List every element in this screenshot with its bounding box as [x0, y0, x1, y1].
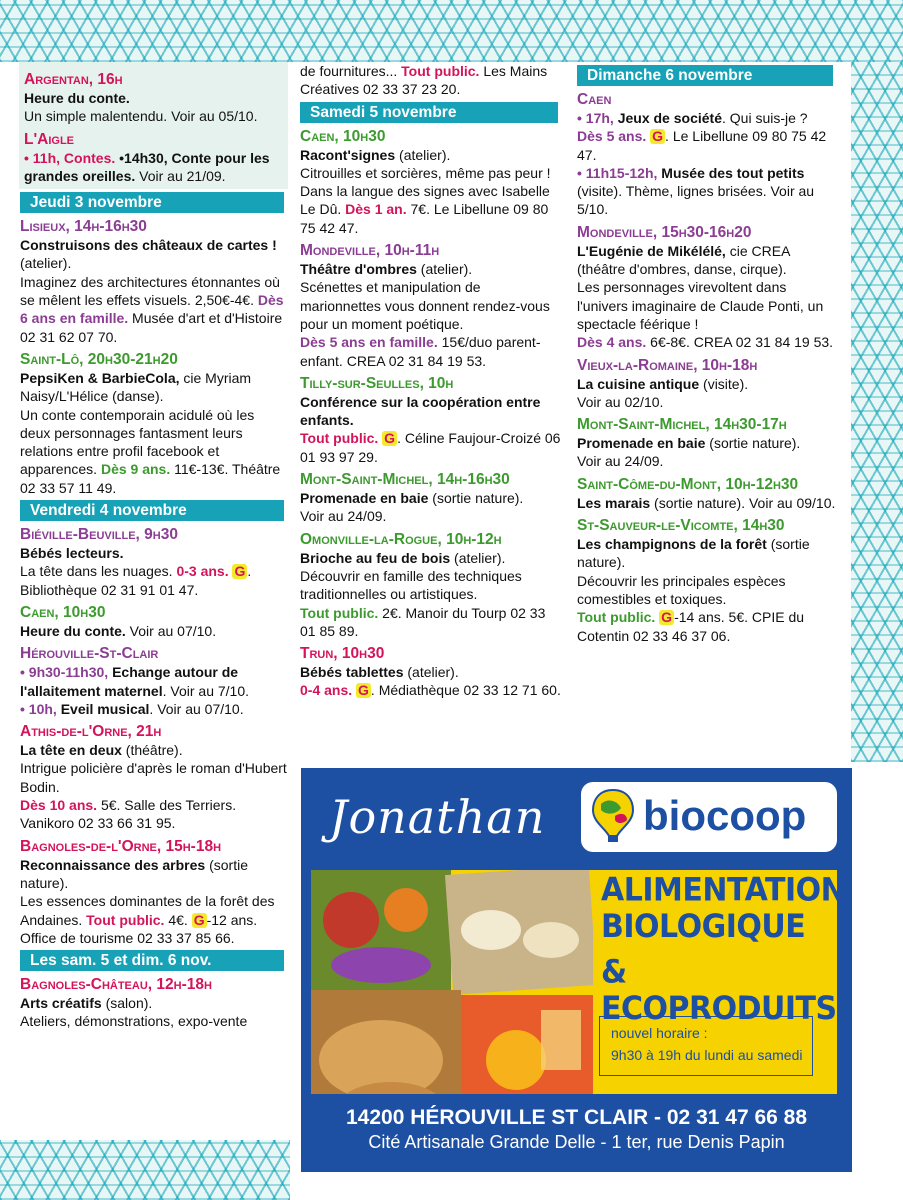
ad-hours: nouvel horaire : 9h30 à 19h du lundi au samedi — [611, 1025, 803, 1063]
event-place: Caen, 10h30 — [300, 127, 386, 145]
event-item: Arts créatifs (salon). — [20, 995, 153, 1012]
event-place: Hérouville-St-Clair — [20, 645, 159, 663]
event-item: Bébés tablettes (atelier). — [300, 664, 459, 681]
event-desc: Les personnages virevoltent dans l'univers imaginaire de Claude Ponti, un spectacle féérique ! — [577, 279, 824, 332]
event-item: La tête dans les nuages. 0-3 ans. G . Bibliothèque 02 31 91 01 47. — [20, 563, 252, 598]
event-item: Tout public. 2€. Manoir du Tourp 02 33 01 85 89. — [300, 604, 546, 639]
event-desc: Un simple malentendu. Voir au 05/10. — [24, 108, 258, 125]
family-badge: G — [358, 682, 369, 699]
day-header: Vendredi 4 novembre — [20, 500, 284, 521]
ad-brand-script: Jonathan — [329, 790, 546, 844]
event-place: Mondeville, 10h-11h — [300, 242, 440, 260]
event-place: Vieux-la-Romaine, 10h-18h — [577, 356, 758, 374]
event-item: Les essences dominantes de la forêt des Andaines. Tout public. 4€. G -12 ans. Office de tourisme 02 33 37 85 66. — [20, 893, 275, 946]
event-item: Citrouilles et sorcières, même pas peur ! Dans la langue des signes avec Isabelle Le Dû. Dès 1 an. 7€. Le Libellune 09 80 75 42 47. — [300, 164, 551, 236]
event-item: Théâtre d'ombres (atelier). — [300, 261, 473, 278]
event-desc: Voir au 24/09. — [577, 453, 664, 470]
family-badge: G — [661, 609, 673, 626]
event-desc: Intrigue policière d'après le roman d'Hubert Bodin. — [20, 760, 287, 795]
event-item: Dès 10 ans. 5€. Salle des Terriers. Vanikoro 02 33 66 31 95. — [20, 797, 237, 832]
column-middle — [300, 62, 562, 700]
event-item: La cuisine antique (visite). — [577, 375, 749, 392]
event-item: Reconnaissance des arbres (sortie nature). — [20, 856, 249, 891]
family-badge: G — [193, 911, 205, 928]
family-badge: G — [384, 430, 396, 447]
day-header: Les sam. 5 et dim. 6 nov. — [20, 950, 284, 971]
event-item: 0-4 ans. G . Médiathèque 02 33 12 71 60. — [300, 682, 561, 699]
day-header: Samedi 5 novembre — [300, 102, 558, 123]
ad-address: 14200 HÉROUVILLE ST CLAIR - 02 31 47 66 88 Cité Artisanale Grande Delle - 1 ter, rue Denis Papin — [345, 1106, 808, 1152]
event-place: Tilly-sur-Seulles, 10h — [300, 374, 454, 392]
event-desc: Découvrir en famille des techniques traditionnelles ou artistiques. — [300, 567, 522, 603]
event-place: St-Sauveur-le-Vicomte, 14h30 — [577, 517, 785, 535]
event-item: Dès 4 ans. 6€-8€. CREA 02 31 84 19 53. — [577, 334, 834, 351]
event-item: Construisons des châteaux de cartes ! (atelier). — [20, 237, 277, 272]
event-item: L'Eugénie de Mikélélé, cie CREA (théâtre d'ombres, danse, cirque). — [577, 242, 790, 278]
event-desc: Scénettes et manipulation de marionnettes vous donnent rendez-vous pour un moment poétique. — [300, 279, 550, 332]
event-place: Saint-Côme-du-Mont, 10h-12h30 — [577, 475, 799, 493]
decorative-pattern-bottom — [0, 1140, 290, 1200]
family-badge: G — [234, 563, 246, 580]
day-header: Dimanche 6 novembre — [577, 65, 833, 86]
event-item: PepsiKen & BarbieCola, cie Myriam Naisy/L'Hélice (danse). — [20, 369, 252, 405]
event-item: Les marais (sortie nature). Voir au 09/10. — [577, 494, 836, 511]
column-left — [20, 62, 288, 1031]
event-place: Lisieux, 14h-16h30 — [20, 218, 147, 236]
biocoop-advertisement — [301, 768, 852, 1172]
event-item: Promenade en baie (sortie nature). — [300, 490, 524, 507]
event-place: Mont-Saint-Michel, 14h30-17h — [577, 416, 787, 434]
balloon-icon — [591, 788, 635, 844]
event-desc: Voir au 02/10. — [577, 393, 664, 410]
event-item: • 11h15-12h, Musée des tout petits (visite). Thème, lignes brisées. Voir au 5/10. — [577, 164, 815, 218]
event-item: Tout public. G . Céline Faujour-Croizé 06 01 93 97 29. — [300, 430, 561, 465]
event-place: Bagnoles-Château, 12h-18h — [20, 976, 212, 994]
event-title: Conférence sur la coopération entre enfants. — [300, 393, 541, 429]
event-desc: Voir au 24/09. — [300, 508, 387, 525]
column-right — [577, 62, 837, 645]
event-item: • 9h30-11h30, Echange autour de l'allaitement maternel. Voir au 7/10. — [20, 664, 250, 699]
event-item: • 11h, Contes. •14h30, Conte pour les grandes oreilles. Voir au 21/09. — [24, 149, 270, 184]
ad-brand: biocoop — [643, 792, 807, 839]
event-place: Caen — [577, 91, 612, 108]
event-item: Promenade en baie (sortie nature). — [577, 435, 801, 452]
event-place: Bagnoles-de-l'Orne, 15h-18h — [20, 837, 222, 855]
event-item: • 17h, Jeux de société. Qui suis-je ? Dès 5 ans. G . Le Libellune 09 80 75 42 47. — [577, 110, 827, 163]
event-desc: Ateliers, démonstrations, expo-vente — [20, 1013, 248, 1030]
event-place: Athis-de-l'Orne, 21h — [20, 723, 162, 741]
event-item: Heure du conte. Voir au 07/10. — [20, 622, 217, 639]
event-item: Brioche au feu de bois (atelier). — [300, 549, 506, 566]
event-item: • 10h, Eveil musical. Voir au 07/10. — [20, 700, 244, 717]
shaded-block — [19, 62, 288, 189]
day-header: Jeudi 3 novembre — [20, 192, 284, 213]
event-place: Mondeville, 15h30-16h20 — [577, 223, 752, 241]
event-item: Les champignons de la forêt (sortie nature). — [577, 536, 810, 571]
event-place: L'Aigle — [24, 130, 75, 148]
event-item: Un conte contemporain acidulé où les deux personnages fantasment leurs relations entre profil facebook et apparences. Dès 9 ans. 11€-13€. Théâtre 02 33 57 11 49. — [20, 406, 281, 496]
event-title: Heure du conte. — [24, 90, 130, 106]
event-place: Argentan, 16h — [24, 71, 123, 88]
event-item: La tête en deux (théâtre). — [20, 742, 183, 759]
ad-headline: ALIMENTATION BIOLOGIQUE & ECOPRODUITS — [601, 871, 846, 1028]
event-item: Tout public. G -14 ans. 5€. CPIE du Cotentin 02 33 46 37 06. — [577, 609, 805, 644]
event-place: Caen, 10h30 — [20, 603, 106, 621]
biocoop-logo — [581, 782, 837, 852]
event-place: Mont-Saint-Michel, 14h-16h30 — [300, 471, 510, 489]
event-desc: Découvrir les principales espèces comestibles et toxiques. — [577, 572, 786, 607]
event-title: Bébés lecteurs. — [20, 545, 124, 562]
event-item: Racont'signes (atelier). — [300, 146, 451, 163]
event-place: Omonville-la-Rogue, 10h-12h — [300, 530, 502, 548]
event-place: Biéville-Beuville, 9h30 — [20, 526, 178, 544]
event-place: Trun, 10h30 — [300, 645, 385, 663]
decorative-pattern-top — [0, 0, 903, 62]
event-place: Saint-Lô, 20h30-21h20 — [20, 350, 178, 368]
event-item: Imaginez des architectures étonnantes où se mêlent les effets visuels. 2,50€-4€. Dès 6 ans en famille. Musée d'art et d'Histoire 02 31 62 07 70. — [20, 273, 284, 345]
event-item: Dès 5 ans en famille. 15€/duo parent-enfant. CREA 02 31 84 19 53. — [300, 334, 541, 369]
event-item: de fournitures... Tout public. Les Mains Créatives 02 33 37 23 20. — [300, 63, 548, 98]
decorative-pattern-right — [851, 62, 903, 762]
family-badge: G — [652, 128, 664, 145]
